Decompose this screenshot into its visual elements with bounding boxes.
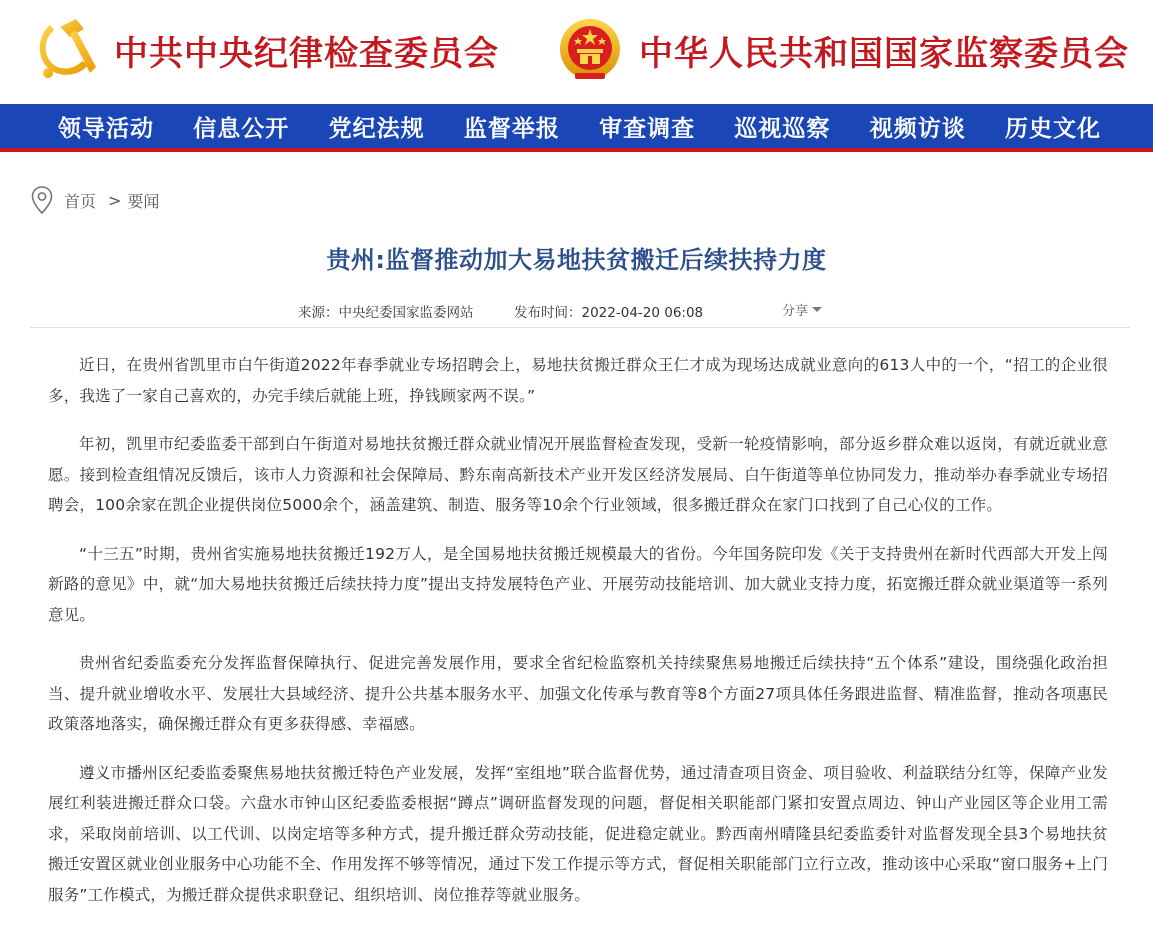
nav-item-information[interactable]: 信息公开 [193,114,290,142]
nav-item-regulations[interactable]: 党纪法规 [328,114,425,142]
article-title: 贵州:监督推动加大易地扶贫搬迁后续扶持力度 [326,246,827,274]
ccdi-brand[interactable] [30,0,499,100]
nav-item-leadership[interactable]: 领导活动 [58,114,154,142]
article-body [48,350,1108,928]
breadcrumb-current[interactable]: 要闻 [127,191,160,211]
ccdi-title: 中共中央纪律检查委员会 [114,33,499,74]
breadcrumb-separator: > [108,190,122,210]
article-publish-time: 发布时间：2022-04-20 06:08 [514,305,704,321]
nav-item-history[interactable]: 历史文化 [1004,114,1101,142]
nsc-title: 中华人民共和国国家监察委员会 [639,33,1129,74]
nav-item-inspection[interactable]: 巡视巡察 [734,114,831,142]
article-paragraph: “十三五”时期，贵州省实施易地扶贫搬迁192万人，是全国易地扶贫搬迁规模最大的省份。今年国务院印发《关于支持贵州在新时代西部大开发上闯新路的意见》中，就“加大易地扶贫搬迁后续扶持力度”提出支持发展特色产业、开展劳动技能培训、加大就业支持力度，拓宽搬迁群众就业渠道等一系列意见。 [48,544,1108,624]
party-emblem-icon [30,15,100,85]
nav-item-investigation[interactable]: 审查调查 [599,114,696,142]
national-emblem-icon [555,15,625,85]
main-nav [0,104,1153,152]
breadcrumb [30,184,159,216]
share-button[interactable] [782,300,822,319]
site-header [0,0,1153,104]
breadcrumb-home[interactable]: 首页 [64,191,97,211]
nav-item-video[interactable]: 视频访谈 [869,114,966,142]
location-pin-icon [30,185,54,215]
article-paragraph: 年初，凯里市纪委监委干部到白午街道对易地扶贫搬迁群众就业情况开展监督检查发现，受新一轮疫情影响，部分返乡群众难以返岗，有就近就业意愿。接到检查组情况反馈后，该市人力资源和社会保障局、黔东南高新技术产业开发区经济发展局、白午街道等单位协同发力，推动举办春季就业专场招聘会，100余家在凯企业提供岗位5000余个，涵盖建筑、制造、服务等10余个行业领域，很多搬迁群众在家门口找到了自己心仪的工作。 [48,435,1108,514]
article-paragraph: 近日，在贵州省凯里市白午街道2022年春季就业专场招聘会上，易地扶贫搬迁群众王仁才成为现场达成就业意向的613人中的一个，“招工的企业很多，我选了一家自己喜欢的，办完手续后就能上班，挣钱顾家两不误。” [48,356,1108,405]
share-label: 分享 [782,304,809,319]
article-paragraph: 遵义市播州区纪委监委聚焦易地扶贫搬迁特色产业发展，发挥“室组地”联合监督优势，通过清查项目资金、项目验收、利益联结分红等，保障产业发展红利装进搬迁群众口袋。六盘水市钟山区纪委监委根据“蹲点”调研监督发现的问题，督促相关职能部门紧扣安置点周边、钟山产业园区等企业用工需求，采取岗前培训、以工代训、以岗定培等多种方式，提升搬迁群众劳动技能，促进稳定就业。黔西南州晴隆县纪委监委针对监督发现全县3个易地扶贫搬迁安置区就业创业服务中心功能不全、作用发挥不够等情况，通过下发工作提示等方式，督促相关职能部门立行立改，推动该中心采取“窗口服务+上门服务”工作模式，为搬迁群众提供求职登记、组织培训、岗位推荐等就业服务。 [48,763,1108,904]
nav-item-report[interactable]: 监督举报 [463,114,560,142]
nsc-brand[interactable] [555,0,1129,100]
chevron-down-icon [812,307,822,312]
article-paragraph: 贵州省纪委监委充分发挥监督保障执行、促进完善发展作用，要求全省纪检监察机关持续聚焦易地搬迁后续扶持“五个体系”建设，围绕强化政治担当、提升就业增收水平、发展壮大县域经济、提升公共基本服务水平、加强文化传承与教育等8个方面27项具体任务跟进监督、精准监督，推动各项惠民政策落地落实，确保搬迁群众有更多获得感、幸福感。 [48,654,1108,733]
title-divider [30,327,1130,328]
article-source: 来源：中央纪委国家监委网站 [298,305,474,321]
